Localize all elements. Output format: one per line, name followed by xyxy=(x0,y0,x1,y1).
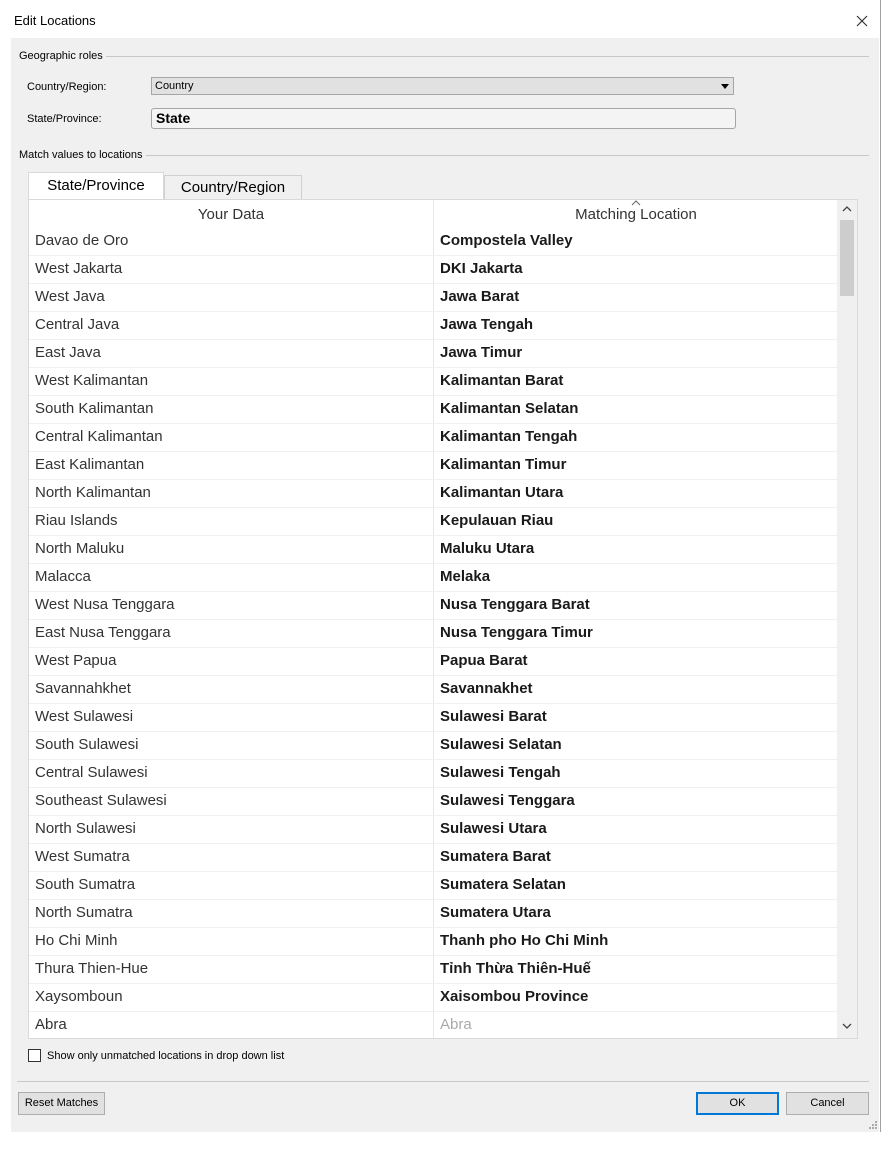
table-row[interactable] xyxy=(29,340,837,368)
matching-location-cell[interactable]: Abra xyxy=(440,1016,472,1033)
matching-location-cell[interactable]: Kalimantan Tengah xyxy=(440,428,578,445)
tab-country-region[interactable]: Country/Region xyxy=(164,175,302,199)
your-data-cell: Central Kalimantan xyxy=(35,428,163,445)
matching-location-cell[interactable]: Sulawesi Tengah xyxy=(440,764,561,781)
table-row[interactable] xyxy=(29,648,837,676)
your-data-cell: West Nusa Tenggara xyxy=(35,596,175,613)
table-row[interactable] xyxy=(29,732,837,760)
matching-location-cell[interactable]: Melaka xyxy=(440,568,491,585)
state-province-field[interactable]: State xyxy=(151,108,736,129)
country-region-dropdown[interactable] xyxy=(151,77,734,95)
your-data-cell: West Java xyxy=(35,288,105,305)
table-row[interactable] xyxy=(29,984,837,1012)
matching-location-cell[interactable]: Maluku Utara xyxy=(440,540,535,557)
vertical-scrollbar[interactable] xyxy=(837,200,857,1038)
matching-location-cell[interactable]: Kepulauan Riau xyxy=(440,512,554,529)
scroll-down-icon[interactable] xyxy=(841,1020,853,1032)
table-row[interactable] xyxy=(29,956,837,984)
matching-location-cell[interactable]: Nusa Tenggara Barat xyxy=(440,596,590,613)
matching-location-cell[interactable]: Sumatera Selatan xyxy=(440,876,566,893)
matching-location-cell[interactable]: DKI Jakarta xyxy=(440,260,523,277)
your-data-cell: North Maluku xyxy=(35,540,125,557)
matching-location-cell[interactable]: Sulawesi Selatan xyxy=(440,736,562,753)
cancel-button[interactable]: Cancel xyxy=(786,1092,869,1115)
table-row[interactable] xyxy=(29,284,837,312)
window-border xyxy=(880,0,881,1132)
sort-caret-icon xyxy=(631,200,641,206)
table-row[interactable] xyxy=(29,676,837,704)
table-row[interactable] xyxy=(29,620,837,648)
table-row[interactable] xyxy=(29,704,837,732)
your-data-cell: West Jakarta xyxy=(35,260,123,277)
your-data-cell: East Kalimantan xyxy=(35,456,145,473)
table-row[interactable] xyxy=(29,872,837,900)
matching-location-cell[interactable]: Thanh pho Ho Chi Minh xyxy=(440,932,609,949)
matching-location-cell[interactable]: Sulawesi Utara xyxy=(440,820,547,837)
chevron-down-icon xyxy=(721,84,729,89)
matching-location-cell[interactable]: Sumatera Barat xyxy=(440,848,551,865)
table-row[interactable] xyxy=(29,396,837,424)
your-data-cell: South Sulawesi xyxy=(35,736,139,753)
matching-location-cell[interactable]: Sulawesi Tenggara xyxy=(440,792,575,809)
country-region-value: Country xyxy=(155,80,194,92)
your-data-cell: East Nusa Tenggara xyxy=(35,624,171,641)
column-header-your-data[interactable]: Your Data xyxy=(197,206,265,223)
table-row[interactable] xyxy=(29,228,837,256)
your-data-cell: East Java xyxy=(35,344,101,361)
matching-location-cell[interactable]: Jawa Barat xyxy=(440,288,520,305)
scroll-thumb[interactable] xyxy=(840,220,854,296)
matching-location-cell[interactable]: Sulawesi Barat xyxy=(440,708,547,725)
show-unmatched-label[interactable]: Show only unmatched locations in drop down list xyxy=(47,1050,285,1062)
match-values-label: Match values to locations xyxy=(19,149,146,161)
table-row[interactable] xyxy=(29,368,837,396)
table-row[interactable] xyxy=(29,452,837,480)
matching-location-cell[interactable]: Jawa Timur xyxy=(440,344,523,361)
title-bar xyxy=(0,0,893,38)
window-title: Edit Locations xyxy=(14,13,96,28)
your-data-cell: Davao de Oro xyxy=(35,232,129,249)
your-data-cell: Ho Chi Minh xyxy=(35,932,118,949)
table-row[interactable] xyxy=(29,928,837,956)
scroll-up-icon[interactable] xyxy=(841,203,853,215)
your-data-cell: Southeast Sulawesi xyxy=(35,792,167,809)
table-row[interactable] xyxy=(29,1012,837,1039)
your-data-cell: South Sumatra xyxy=(35,876,136,893)
your-data-cell: South Kalimantan xyxy=(35,400,154,417)
reset-matches-button[interactable]: Reset Matches xyxy=(18,1092,105,1115)
state-province-label: State/Province: xyxy=(27,113,102,125)
table-row[interactable] xyxy=(29,900,837,928)
table-row[interactable] xyxy=(29,592,837,620)
your-data-cell: West Papua xyxy=(35,652,117,669)
your-data-cell: West Kalimantan xyxy=(35,372,149,389)
close-button[interactable] xyxy=(848,8,876,34)
table-row[interactable] xyxy=(29,508,837,536)
matching-location-cell[interactable]: Papua Barat xyxy=(440,652,528,669)
tab-state-province[interactable]: State/Province xyxy=(28,172,164,199)
your-data-cell: Central Java xyxy=(35,316,120,333)
your-data-cell: Xaysomboun xyxy=(35,988,123,1005)
your-data-cell: Riau Islands xyxy=(35,512,118,529)
your-data-cell: Malacca xyxy=(35,568,91,585)
table-row[interactable] xyxy=(29,816,837,844)
footer-separator xyxy=(17,1081,869,1082)
location-match-grid xyxy=(28,199,858,1039)
matching-location-cell[interactable]: Sumatera Utara xyxy=(440,904,551,921)
your-data-cell: North Kalimantan xyxy=(35,484,151,501)
table-row[interactable] xyxy=(29,536,837,564)
matching-location-cell[interactable]: Tỉnh Thừa Thiên-Huế xyxy=(440,960,591,977)
matching-location-cell[interactable]: Savannakhet xyxy=(440,680,533,697)
your-data-cell: Savannahkhet xyxy=(35,680,131,697)
your-data-cell: West Sulawesi xyxy=(35,708,134,725)
your-data-cell: North Sulawesi xyxy=(35,820,136,837)
grid-rows xyxy=(29,228,837,1039)
your-data-cell: West Sumatra xyxy=(35,848,130,865)
ok-button[interactable]: OK xyxy=(696,1092,779,1115)
matching-location-cell[interactable]: Kalimantan Barat xyxy=(440,372,564,389)
your-data-cell: Abra xyxy=(35,1016,67,1033)
table-row[interactable] xyxy=(29,760,837,788)
group-separator xyxy=(20,56,869,57)
close-icon xyxy=(856,15,868,27)
matching-location-cell[interactable]: Kalimantan Utara xyxy=(440,484,564,501)
table-row[interactable] xyxy=(29,424,837,452)
matching-location-cell[interactable]: Nusa Tenggara Timur xyxy=(440,624,593,641)
table-row[interactable] xyxy=(29,312,837,340)
country-region-label: Country/Region: xyxy=(27,81,107,93)
matching-location-cell[interactable]: Kalimantan Selatan xyxy=(440,400,579,417)
table-row[interactable] xyxy=(29,256,837,284)
table-row[interactable] xyxy=(29,564,837,592)
geographic-roles-label: Geographic roles xyxy=(19,50,106,62)
table-row[interactable] xyxy=(29,480,837,508)
matching-location-cell[interactable]: Compostela Valley xyxy=(440,232,573,249)
column-header-matching-location[interactable]: Matching Location xyxy=(575,206,697,223)
table-row[interactable] xyxy=(29,844,837,872)
matching-location-cell[interactable]: Xaisombou Province xyxy=(440,988,589,1005)
your-data-cell: Central Sulawesi xyxy=(35,764,148,781)
matching-location-cell[interactable]: Kalimantan Timur xyxy=(440,456,567,473)
resize-grip-icon[interactable] xyxy=(868,1120,878,1130)
show-unmatched-checkbox[interactable] xyxy=(28,1049,41,1062)
group-separator xyxy=(20,155,869,156)
your-data-cell: Thura Thien-Hue xyxy=(35,960,149,977)
matching-location-cell[interactable]: Jawa Tengah xyxy=(440,316,534,333)
table-row[interactable] xyxy=(29,788,837,816)
your-data-cell: North Sumatra xyxy=(35,904,133,921)
